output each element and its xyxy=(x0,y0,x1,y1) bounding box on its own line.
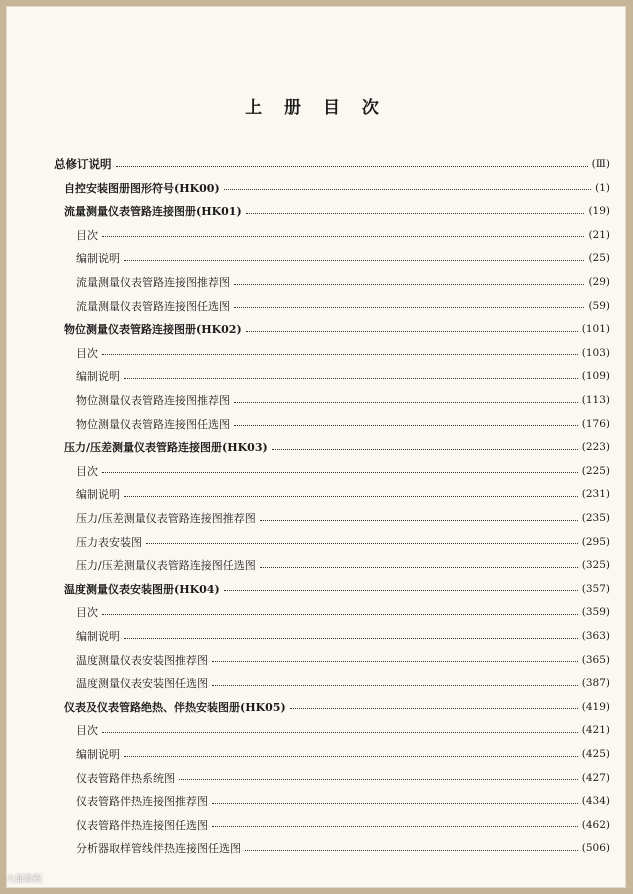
toc-entry[interactable] xyxy=(76,673,610,693)
dot-leader xyxy=(272,449,578,450)
toc-entry-page-number: (21) xyxy=(588,228,610,241)
toc-entry-label: 压力表安装图 xyxy=(76,535,142,549)
toc-entry[interactable] xyxy=(64,697,610,717)
toc-entry-page-number: (235) xyxy=(581,512,610,524)
dot-leader xyxy=(234,425,578,426)
dot-leader xyxy=(124,260,584,261)
toc-entry-label: 自控安装图册图形符号(HK00) xyxy=(64,181,220,195)
dot-leader xyxy=(124,756,578,757)
dot-leader xyxy=(102,732,578,733)
dot-leader xyxy=(224,590,578,591)
toc-entry-label: 目次 xyxy=(76,606,98,620)
toc-entry[interactable] xyxy=(76,555,610,575)
watermark: 大鼎教程 xyxy=(6,875,43,885)
toc-entry-label: 仪表管路伴热系统图 xyxy=(76,771,175,785)
dot-leader xyxy=(224,189,591,190)
toc-entry-page-number: (25) xyxy=(588,252,610,265)
toc-entry-page-number: (1) xyxy=(595,181,610,194)
toc-entry-page-number: (109) xyxy=(581,370,610,383)
dot-leader xyxy=(102,472,578,473)
toc-entry[interactable] xyxy=(64,319,610,339)
toc-entry-page-number: (113) xyxy=(581,394,610,406)
dot-leader xyxy=(116,166,588,167)
toc-entry-page-number: (Ⅲ) xyxy=(591,158,610,170)
toc-entry-page-number: (101) xyxy=(581,323,610,336)
toc-entry-label: 编制说明 xyxy=(76,488,120,502)
toc-entry-page-number: (506) xyxy=(581,842,610,855)
dot-leader xyxy=(212,826,578,827)
toc-entry-page-number: (427) xyxy=(581,771,610,784)
dot-leader xyxy=(124,638,578,639)
toc-entry[interactable] xyxy=(76,461,610,481)
toc-entry-page-number: (223) xyxy=(581,441,610,454)
dot-leader xyxy=(246,331,578,332)
toc-entry-label: 分析器取样管线伴热连接图任选图 xyxy=(76,842,241,856)
toc-entry-label: 仪表及仪表管路绝热、伴热安装图册(HK05) xyxy=(64,700,286,714)
dot-leader xyxy=(146,543,578,544)
dot-leader xyxy=(245,850,578,851)
toc-entry[interactable] xyxy=(76,390,610,410)
toc-entry-label: 温度测量仪表安装图推荐图 xyxy=(76,653,208,667)
toc-entry-label: 编制说明 xyxy=(76,630,120,643)
dot-leader xyxy=(102,236,584,237)
dot-leader xyxy=(102,354,578,355)
toc-entry-page-number: (359) xyxy=(581,606,610,619)
toc-entry-page-number: (325) xyxy=(581,559,610,572)
toc-entry-label: 压力/压差测量仪表管路连接图册(HK03) xyxy=(64,441,268,455)
toc-entry-label: 压力/压差测量仪表管路连接图任选图 xyxy=(76,559,256,573)
toc-entry-label: 目次 xyxy=(76,724,98,738)
toc-entry-page-number: (363) xyxy=(581,630,610,642)
document-page xyxy=(6,6,626,888)
dot-leader xyxy=(124,378,578,379)
dot-leader xyxy=(124,496,578,497)
toc-entry[interactable] xyxy=(64,178,610,198)
toc-entry-page-number: (231) xyxy=(581,488,610,501)
dot-leader xyxy=(260,520,578,521)
toc-entry-page-number: (419) xyxy=(581,700,610,713)
dot-leader xyxy=(102,614,578,615)
toc-entry-page-number: (295) xyxy=(581,535,610,548)
toc-entry[interactable] xyxy=(76,744,610,764)
dot-leader xyxy=(260,567,578,568)
dot-leader xyxy=(212,685,578,686)
toc-entry-page-number: (357) xyxy=(581,582,610,595)
toc-entry-page-number: (176) xyxy=(581,417,610,430)
toc-entry-label: 仪表管路伴热连接图任选图 xyxy=(76,818,208,832)
toc-entry[interactable] xyxy=(76,720,610,740)
toc-entry-page-number: (425) xyxy=(581,748,610,760)
toc-entry-page-number: (387) xyxy=(581,677,610,690)
dot-leader xyxy=(246,213,585,214)
toc-entry[interactable] xyxy=(76,602,610,622)
toc-entry-label: 压力/压差测量仪表管路连接图推荐图 xyxy=(76,512,256,525)
dot-leader xyxy=(290,708,578,709)
toc-entry[interactable] xyxy=(76,484,610,504)
toc-entry[interactable] xyxy=(76,296,610,316)
dot-leader xyxy=(234,307,584,308)
toc-entry-label: 目次 xyxy=(76,346,98,360)
toc-entry[interactable] xyxy=(64,437,610,457)
toc-entry-label: 编制说明 xyxy=(76,252,120,266)
toc-entry[interactable] xyxy=(76,366,610,386)
toc-entry[interactable] xyxy=(76,815,610,835)
toc-entry-label: 温度测量仪表安装图任选图 xyxy=(76,677,208,691)
toc-entry[interactable] xyxy=(76,532,610,552)
toc-entry[interactable] xyxy=(76,272,610,292)
dot-leader xyxy=(179,779,578,780)
toc-entry-label: 目次 xyxy=(76,228,98,242)
toc-entry-page-number: (434) xyxy=(581,795,610,808)
toc-entry-page-number: (103) xyxy=(581,346,610,359)
toc-entry[interactable] xyxy=(76,768,610,788)
toc-entry-label: 物位测量仪表管路连接图册(HK02) xyxy=(64,323,242,337)
toc-entry-label: 编制说明 xyxy=(76,370,120,384)
toc-entry-label: 目次 xyxy=(76,464,98,478)
dot-leader xyxy=(212,661,578,662)
toc-entry-label: 流量测量仪表管路连接图册(HK01) xyxy=(64,205,242,219)
toc-entry[interactable] xyxy=(76,626,610,646)
toc-entry-page-number: (19) xyxy=(588,205,610,218)
toc-entry-label: 物位测量仪表管路连接图任选图 xyxy=(76,417,230,431)
page-title: 上 册 目 次 xyxy=(245,98,387,118)
toc-entry[interactable] xyxy=(54,154,610,174)
toc-entry-page-number: (462) xyxy=(581,818,610,831)
toc-entry[interactable] xyxy=(76,650,610,670)
toc-entry-label: 流量测量仪表管路连接图任选图 xyxy=(76,299,230,313)
toc-entry-page-number: (59) xyxy=(588,299,610,312)
toc-entry[interactable] xyxy=(76,414,610,434)
toc-entry-label: 物位测量仪表管路连接图推荐图 xyxy=(76,394,230,407)
toc-entry[interactable] xyxy=(76,225,610,245)
toc-entry-label: 总修订说明 xyxy=(54,157,112,171)
toc-entry[interactable] xyxy=(76,343,610,363)
toc-entry[interactable] xyxy=(76,248,610,268)
toc-entry-page-number: (365) xyxy=(581,653,610,666)
dot-leader xyxy=(212,803,578,804)
toc-entry[interactable] xyxy=(64,579,610,599)
toc-entry-page-number: (421) xyxy=(581,724,610,737)
toc-entry[interactable] xyxy=(76,838,610,858)
toc-entry-label: 编制说明 xyxy=(76,748,120,761)
toc-entry[interactable] xyxy=(76,791,610,811)
toc-entry[interactable] xyxy=(64,201,610,221)
toc-entry-page-number: (29) xyxy=(588,276,610,288)
dot-leader xyxy=(234,284,584,285)
dot-leader xyxy=(234,402,578,403)
toc-entry-label: 温度测量仪表安装图册(HK04) xyxy=(64,582,220,596)
toc-entry-label: 仪表管路伴热连接图推荐图 xyxy=(76,795,208,809)
toc-entry[interactable] xyxy=(76,508,610,528)
toc-entry-page-number: (225) xyxy=(581,464,610,477)
toc-entry-label: 流量测量仪表管路连接图推荐图 xyxy=(76,276,230,289)
